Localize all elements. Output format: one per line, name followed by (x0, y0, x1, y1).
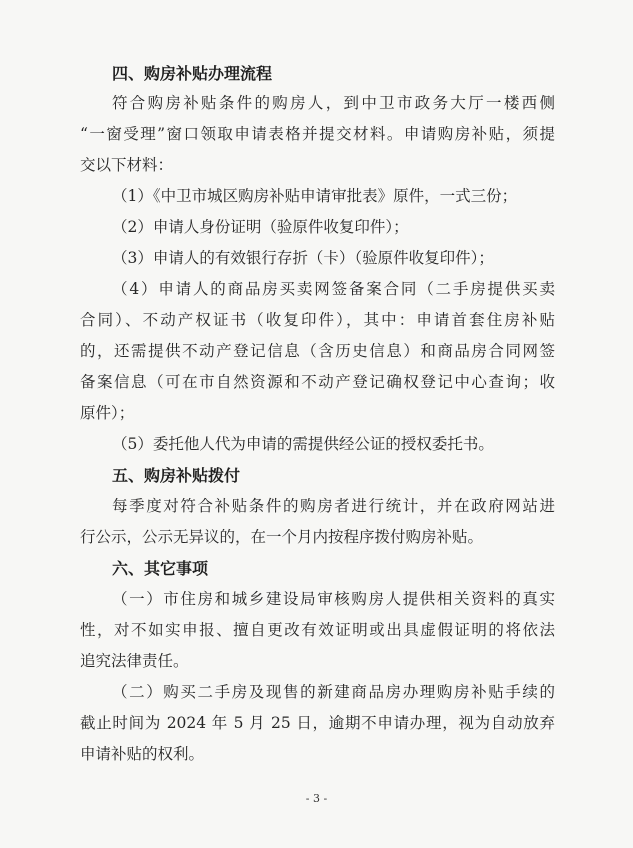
section-6-para-2-line-2: 截止时间为 2024 年 5 月 25 日，逾期不申请办理，视为自动放弃 (80, 714, 555, 732)
section-6-para-1-line-3: 追究法律责任。 (80, 652, 189, 670)
section-6-para-2-line-3: 申请补贴的权利。 (80, 745, 205, 763)
material-item-1: （1）《中卫市城区购房补贴申请审批表》原件，一式三份； (112, 187, 518, 205)
material-item-4-line-1: （4）申请人的商品房买卖网签备案合同（二手房提供买卖 (112, 280, 555, 298)
material-item-3: （3）申请人的有效银行存折（卡）（验原件收复印件）； (112, 249, 494, 267)
material-item-4-line-3: 的，还需提供不动产登记信息（含历史信息）和商品房合同网签 (80, 342, 555, 360)
section-5-body-line-1: 每季度对符合补贴条件的购房者进行统计，并在政府网站进 (112, 497, 555, 515)
material-item-4-line-2: 合同）、不动产权证书（收复印件），其中：申请首套住房补贴 (80, 311, 555, 329)
material-item-4-line-4: 备案信息（可在市自然资源和不动产登记确权登记中心查询；收 (80, 373, 555, 391)
section-4-heading: 四、购房补贴办理流程 (112, 64, 273, 83)
section-5-heading: 五、购房补贴拨付 (112, 466, 241, 485)
section-4-intro-line-2: “一窗受理”窗口领取申请表格并提交材料。申请购房补贴，须提 (80, 125, 555, 143)
page-number: - 3 - (305, 792, 328, 805)
section-6-para-1-line-2: 性，对不如实申报、擅自更改有效证明或出具虚假证明的将依法 (80, 621, 555, 639)
material-item-4-line-5: 原件）； (80, 404, 135, 422)
section-6-heading: 六、其它事项 (112, 559, 209, 578)
material-item-5: （5）委托他人代为申请的需提供经公证的授权委托书。 (112, 435, 494, 453)
section-4-intro-line-1: 符合购房补贴条件的购房人，到中卫市政务大厅一楼西侧 (112, 94, 555, 112)
section-6-para-1-line-1: （一）市住房和城乡建设局审核购房人提供相关资料的真实 (112, 590, 555, 608)
section-4-intro-line-3: 交以下材料： (80, 156, 174, 174)
material-item-2: （2）申请人身份证明（验原件收复印件）； (112, 218, 409, 236)
section-6-para-2-line-1: （二）购买二手房及现售的新建商品房办理购房补贴手续的 (112, 683, 555, 701)
section-5-body-line-2: 行公示，公示无异议的，在一个月内按程序拨付购房补贴。 (80, 528, 484, 546)
